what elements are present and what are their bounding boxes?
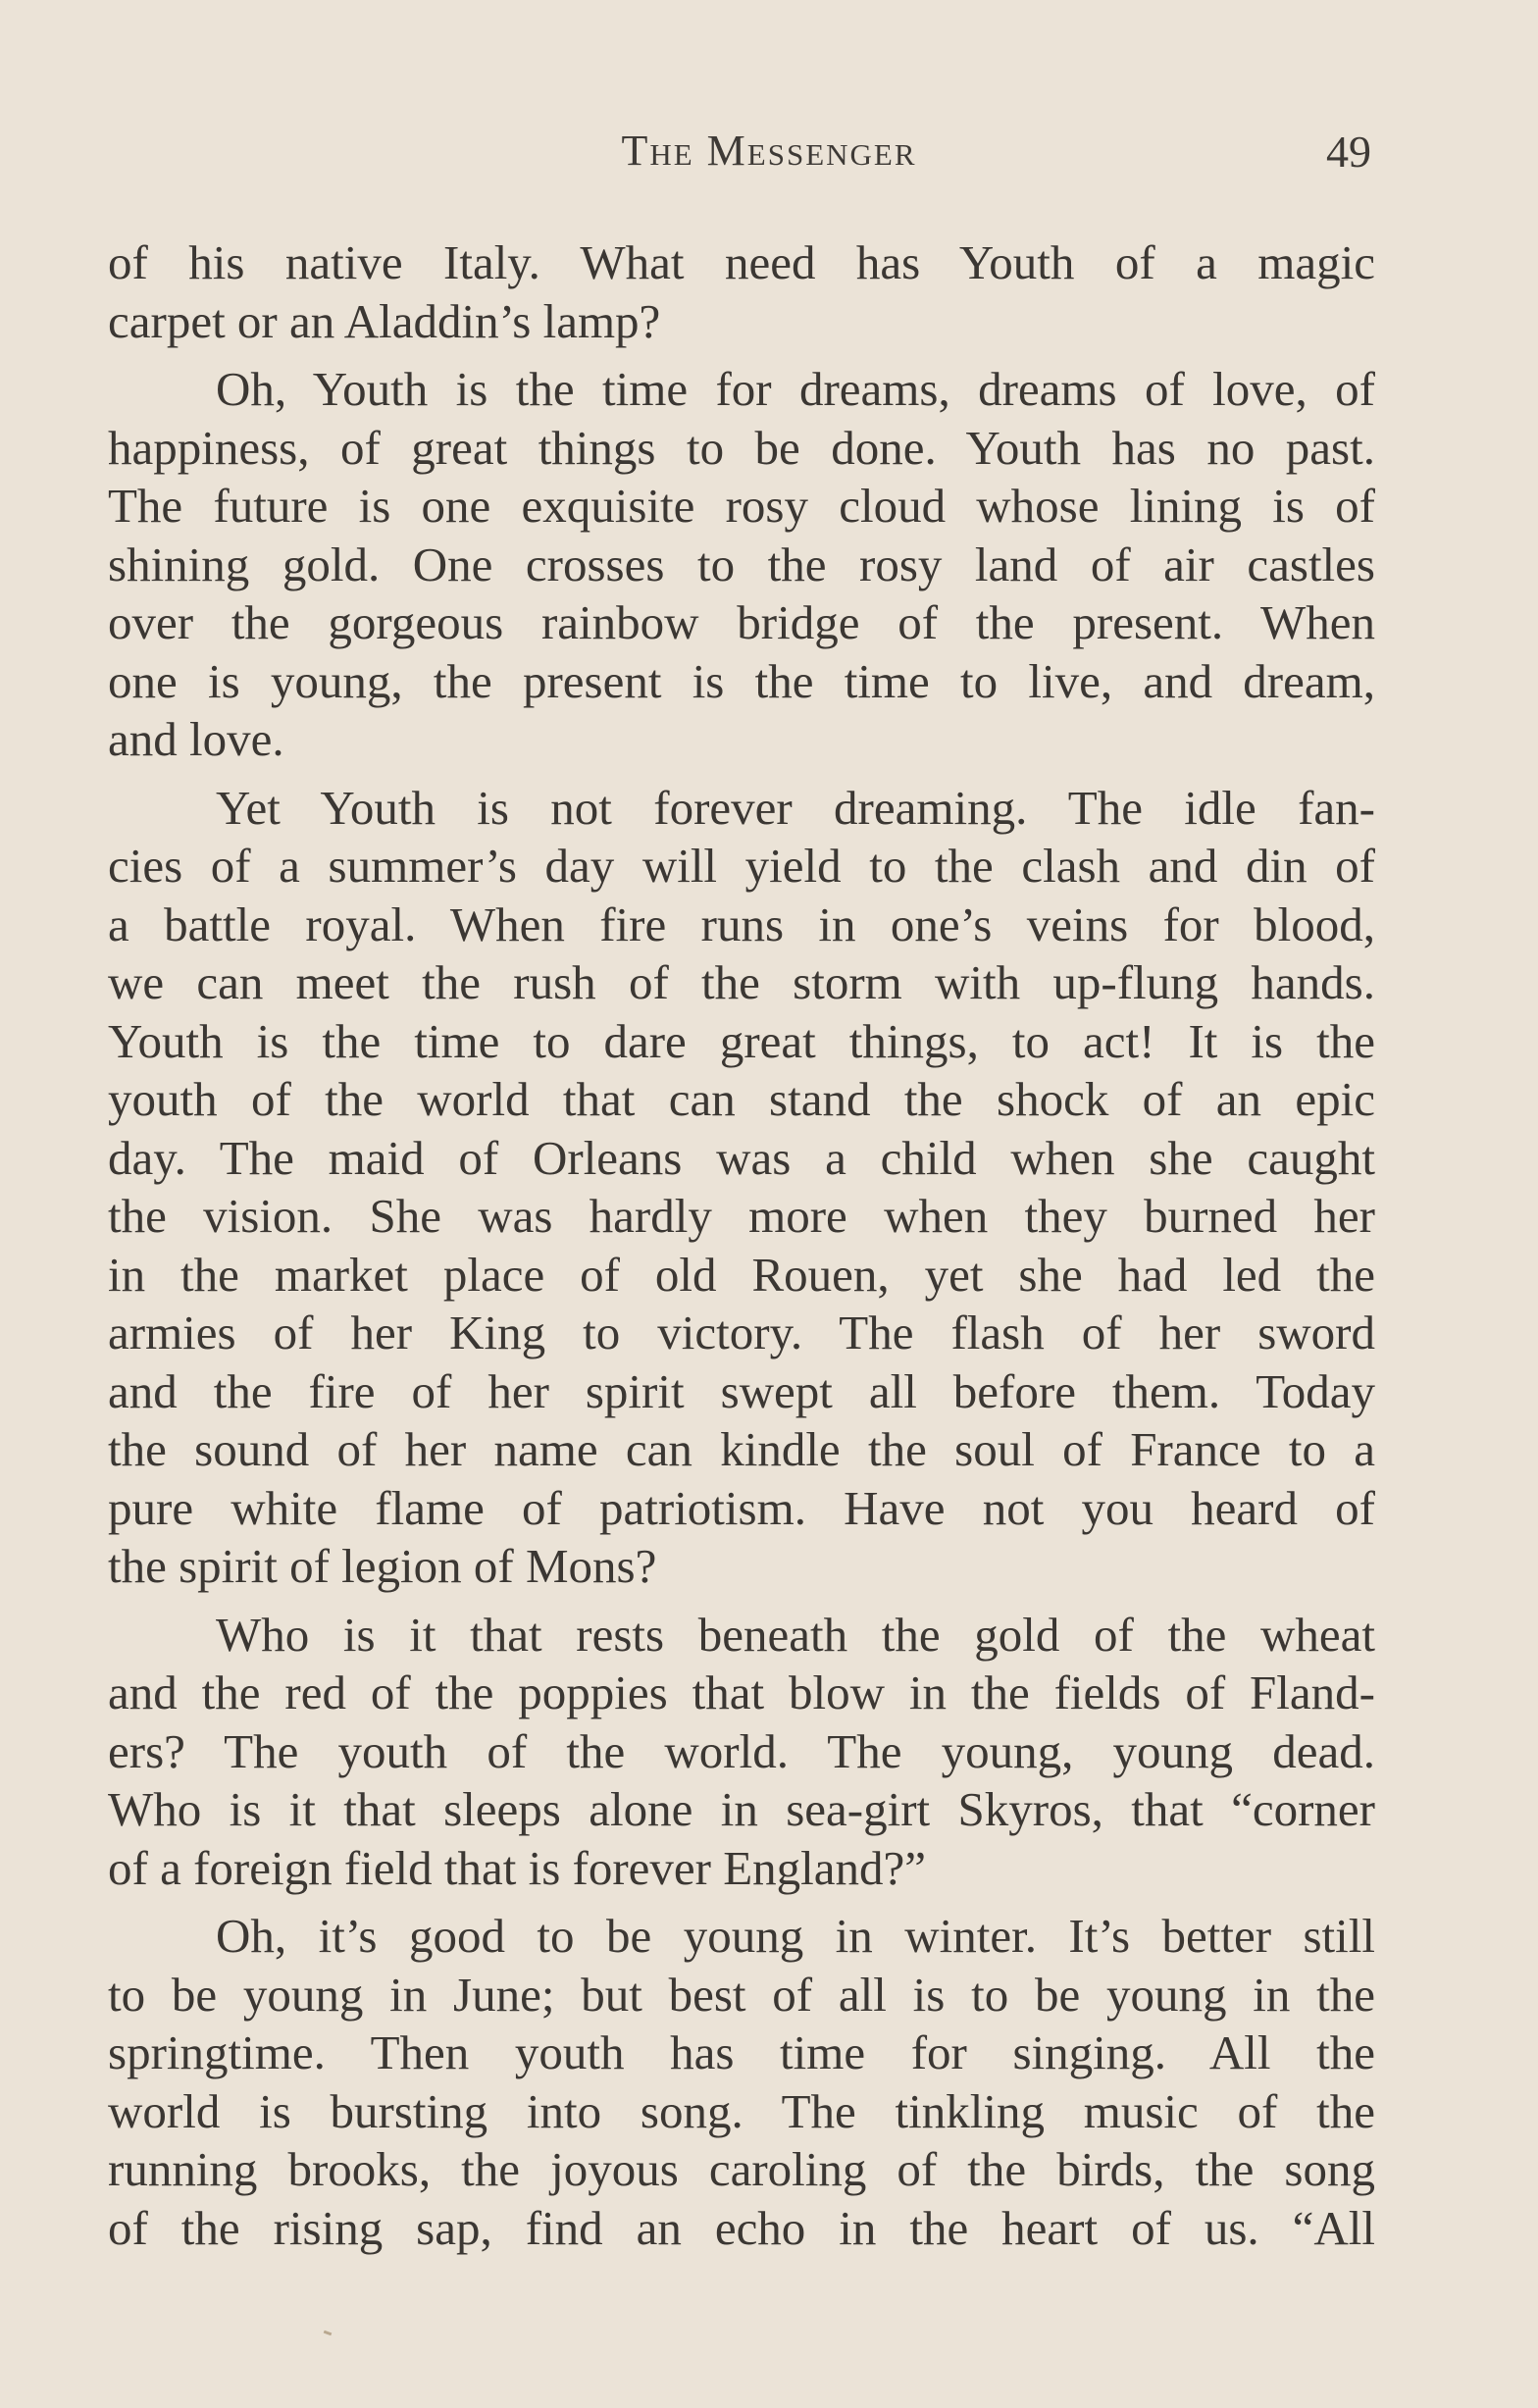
paragraph-5: [108, 1907, 1375, 2257]
text-line: Who is it that sleeps alone in sea-girt Skyros, that “corner: [108, 1782, 1375, 1836]
body-text: [108, 233, 1375, 2267]
text-line: armies of her King to victory. The flash of her sword: [108, 1306, 1375, 1359]
text-line: the spirit of legion of Mons?: [108, 1539, 657, 1593]
paragraph-2: [108, 360, 1375, 769]
paragraph-4: [108, 1606, 1375, 1898]
text-line: to be young in June; but best of all is to be young in the: [108, 1967, 1375, 2022]
text-line: carpet or an Aladdin’s lamp?: [108, 293, 661, 348]
text-line: and the fire of her spirit swept all before them. Today: [108, 1363, 1375, 1418]
text-line: Yet Youth is not forever dreaming. The idle fan-: [216, 780, 1375, 835]
text-line: of a foreign field that is forever England?”: [108, 1840, 927, 1895]
running-head: [0, 126, 1538, 184]
text-line: the sound of her name can kindle the soul of France to a: [108, 1422, 1375, 1476]
text-line: of the rising sap, find an echo in the heart of us. “All: [108, 2200, 1375, 2255]
text-line: Oh, Youth is the time for dreams, dreams of love, of: [216, 362, 1375, 416]
text-line: day. The maid of Orleans was a child when she caught: [108, 1130, 1375, 1185]
text-line: and the red of the poppies that blow in the fields of Fland-: [108, 1665, 1375, 1719]
text-line: of his native Italy. What need has Youth of a magic: [108, 235, 1375, 289]
paper-speck: [324, 2331, 333, 2336]
text-line: a battle royal. When fire runs in one’s veins for blood,: [108, 897, 1375, 951]
text-line: over the gorgeous rainbow bridge of the present. When: [108, 595, 1375, 649]
text-line: Oh, it’s good to be young in winter. It’s better still: [216, 1909, 1375, 1963]
text-line: The future is one exquisite rosy cloud whose lining is of: [108, 479, 1375, 533]
text-line: happiness, of great things to be done. Youth has no past.: [108, 420, 1375, 475]
text-line: cies of a summer’s day will yield to the clash and din of: [108, 839, 1375, 893]
text-line: youth of the world that can stand the shock of an epic: [108, 1072, 1375, 1126]
page-number: 49: [1326, 127, 1371, 177]
text-line: Who is it that rests beneath the gold of the wheat: [216, 1607, 1375, 1662]
text-line: the vision. She was hardly more when they burned her: [108, 1189, 1375, 1243]
paragraph-3: [108, 779, 1375, 1596]
text-line: one is young, the present is the time to live, and dream,: [108, 653, 1375, 708]
text-line: world is bursting into song. The tinkling music of the: [108, 2083, 1375, 2138]
text-line: Youth is the time to dare great things, to act! It is the: [108, 1013, 1375, 1068]
text-line: shining gold. One crosses to the rosy land of air castles: [108, 537, 1375, 591]
text-line: we can meet the rush of the storm with up-flung hands.: [108, 955, 1375, 1009]
text-line: pure white flame of patriotism. Have not you heard of: [108, 1480, 1375, 1535]
running-head-title: The Messenger: [621, 127, 917, 175]
text-line: ers? The youth of the world. The young, young dead.: [108, 1723, 1375, 1778]
text-line: in the market place of old Rouen, yet she had led the: [108, 1247, 1375, 1302]
paragraph-1: [108, 233, 1375, 350]
text-line: running brooks, the joyous caroling of the birds, the song: [108, 2142, 1375, 2196]
text-line: springtime. Then youth has time for singing. All the: [108, 2025, 1375, 2079]
text-line: and love.: [108, 712, 284, 766]
